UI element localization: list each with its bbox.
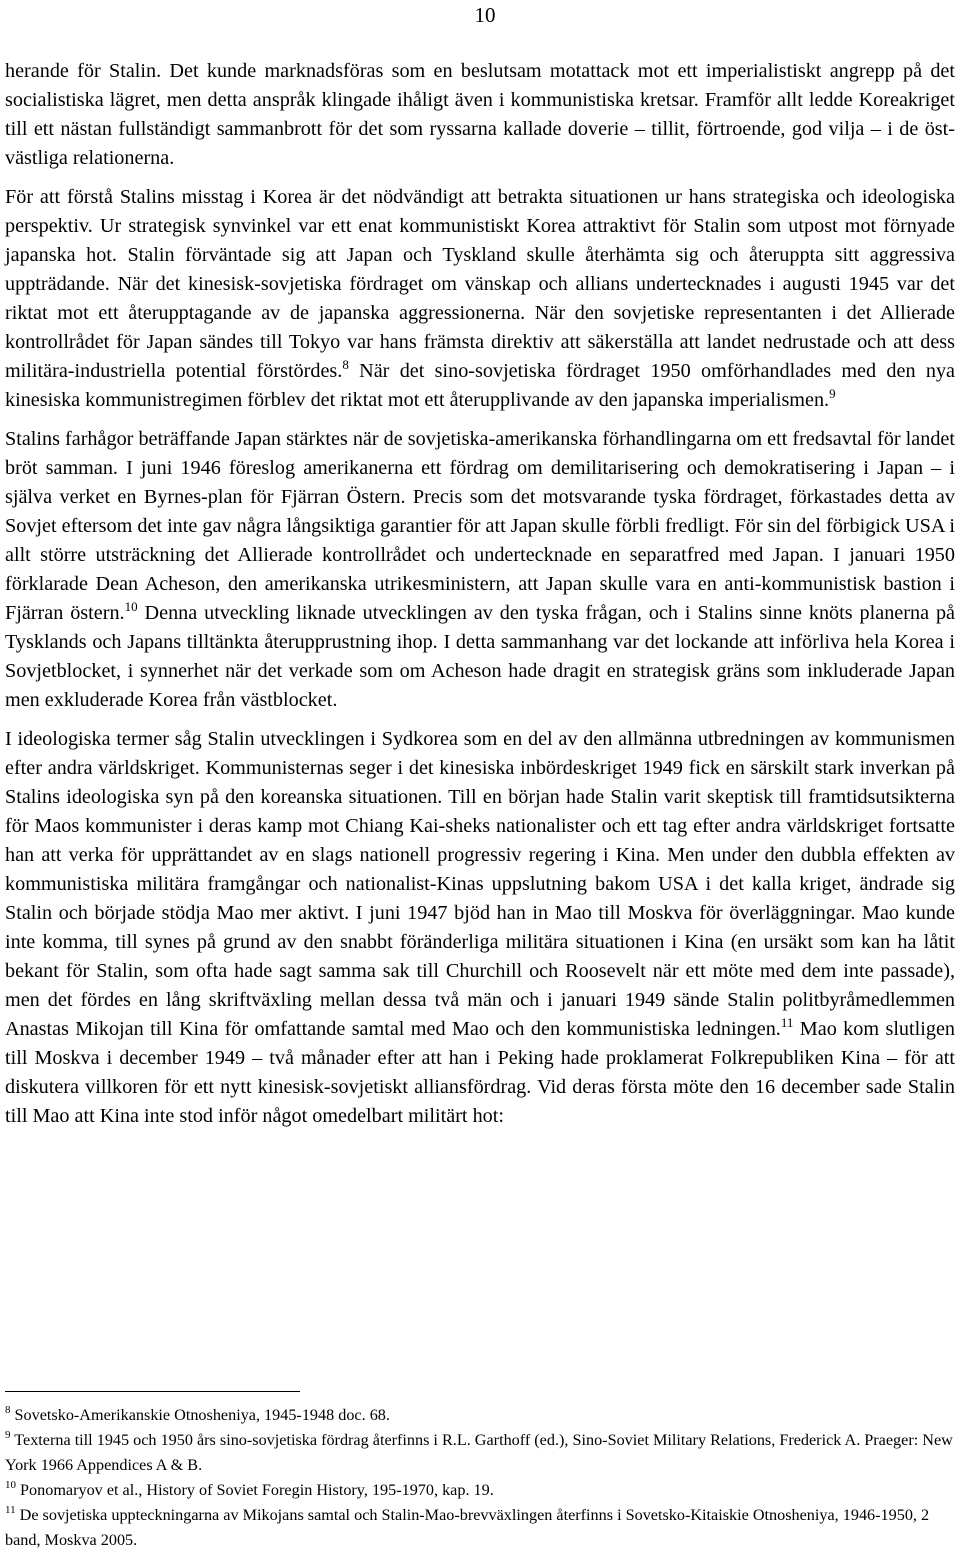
paragraph-text: För att förstå Stalins misstag i Korea är det nödvändigt att betrakta situationen ur hans strategiska och ideologiska perspektiv. Ur strategisk synvinkel var ett enat kommunistiskt Korea attraktivt för Stalin som utpost mot förnyade japanska hot. Stalin förväntade sig att Japan och Tyskland skulle återhämta sig och återuppta sitt aggressiva uppträdande. När det kinesisk-sovjetiska fördraget om vänskap och allians undertecknades i augusti 1945 var det riktat mot ett återupptagande av de japanska aggressionerna. När den sovjetiske representanten i det Allierade kontrollrådet för Japan sändes till Tokyo var hans främsta direktiv att säkerställa att landet nedrustade och att dess militära-industriella potential förstördes. — [5, 186, 955, 382]
footnote-ref: 9 — [829, 386, 836, 401]
footnote-number: 8 — [5, 1404, 11, 1416]
footnote-text: Ponomaryov et al., History of Soviet Foregin History, 195-1970, kap. 19. — [16, 1481, 494, 1499]
paragraph — [5, 725, 955, 1131]
footnote — [5, 1428, 955, 1478]
footnote-ref: 10 — [124, 599, 138, 614]
footnote-text: De sovjetiska uppteckningarna av Mikojans samtal och Stalin-Mao-brevväxlingen återfinns i Sovetsko-Kitaiskie Otnosheniya, 1946-1950, 2 band, Moskva 2005. — [5, 1506, 930, 1549]
paragraph-text: Stalins farhågor beträffande Japan stärktes när de sovjetiska-amerikanska förhandlingarna om ett fredsavtal för landet bröt samman. I juni 1946 föreslog amerikanerna ett fördrag om demilitarisering och demokratisering i Japan – i själva verket en Byrnes-plan för Fjärran Östern. Precis som det motsvarande tyska fördraget, förkastades detta av Sovjet eftersom det inte gav några långsiktiga garantier för att Japan skulle förbli fredligt. För sin del förbigick USA i allt större utsträckning det Allierade kontrollrådet och undertecknade en separatfred med Japan. I januari 1950 förklarade Dean Acheson, den amerikanska utrikesministern, att Japan skulle vara en anti-kommunistisk bastion i Fjärran östern. — [5, 428, 955, 624]
footnote-text: Texterna till 1945 och 1950 års sino-sovjetiska fördrag återfinns i R.L. Garthoff (ed.), Sino-Soviet Military Relations, Frederick A. Praeger: New York 1966 Appendices A & B. — [5, 1431, 953, 1474]
footnote-number: 10 — [5, 1479, 16, 1491]
paragraph-text: Denna utveckling liknade utvecklingen av den tyska frågan, och i Stalins sinne knöts planerna på Tysklands och Japans tilltänkta återupprustning ihop. I detta sammanhang var det lockande att införliva hela Korea i Sovjetblocket, i synnerhet när det verkade som om Acheson hade dragit en strategisk gräns som inkluderade Japan men exkluderade Korea från västblocket. — [5, 602, 955, 711]
footnote-number: 9 — [5, 1429, 11, 1441]
footnote-text: Sovetsko-Amerikanskie Otnosheniya, 1945-1948 doc. 68. — [10, 1406, 390, 1424]
paragraph-text: herande för Stalin. Det kunde marknadsföras som en beslutsam motattack mot ett imperialistiskt angrepp på det socialistiska lägret, men detta anspråk klingade ihåligt även i kommunistiska kretsar. Framför allt ledde Koreakriget till ett nästan fullständigt sammanbrott för det som ryssarna kallade doverie – tillit, förtroende, god vilja – i de öst-västliga relationerna. — [5, 60, 955, 169]
footnote — [5, 1503, 955, 1553]
footnote — [5, 1403, 955, 1428]
paragraph — [5, 425, 955, 715]
body-text — [5, 57, 955, 1131]
footnote — [5, 1478, 955, 1503]
footnote-number: 11 — [5, 1504, 16, 1516]
footnote-divider — [5, 1391, 300, 1392]
page-number: 10 — [474, 3, 496, 27]
footnote-ref: 11 — [780, 1015, 794, 1030]
paragraph-text: I ideologiska termer såg Stalin utvecklingen i Sydkorea som en del av den allmänna utbredningen av kommunismen efter andra världskriget. Kommunisternas seger i det kinesiska inbördeskriget 1949 fick en särskilt stark inverkan på Stalins ideologiska syn på den koreanska situationen. Till en början hade Stalin varit skeptisk till framtidsutsikterna för Maos kommunister i deras kamp mot Chiang Kai-sheks nationalister och ett tag efter andra världskriget fortsatte han att verka för upprättandet av en slags nationell progressiv regering i Kina. Men under den dubbla effekten av kommunistiska militära framgångar och nationalist-Kinas uppslutning bakom USA i det kalla kriget, ändrade sig Stalin och började stödja Mao mer aktivt. I juni 1947 bjöd han in Mao till Moskva för överläggningar. Mao kunde inte komma, till synes på grund av den snabbt föränderliga militära situationen i Kina (en ursäkt som kan ha låtit bekant för Stalin, som ofta hade sagt samma sak till Churchill och Roosevelt när ett möte med dem inte passade), men det fördes en lång skriftväxling mellan dessa två män och i januari 1949 sände Stalin politbyråmedlemmen Anastas Mikojan till Kina för omfattande samtal med Mao och den kommunistiska ledningen. — [5, 728, 955, 1040]
paragraph — [5, 57, 955, 173]
paragraph — [5, 183, 955, 415]
footnotes — [5, 1403, 955, 1553]
paragraph-text: Mao kom slutligen till Moskva i december 1949 – två månader efter att han i Peking hade proklamerat Folkrepubliken Kina – för att diskutera villkoren för ett nytt kinesisk-sovjetiskt alliansfördrag. Vid deras första möte den 16 december sade Stalin till Mao att Kina inte stod inför något omedelbart militärt hot: — [5, 1018, 955, 1127]
footnote-ref: 8 — [342, 357, 349, 372]
paragraph-text: När det sino-sovjetiska fördraget 1950 omförhandlades med den nya kinesiska kommunistregimen förblev det riktat mot ett återupplivande av den japanska imperialismen. — [5, 360, 956, 411]
